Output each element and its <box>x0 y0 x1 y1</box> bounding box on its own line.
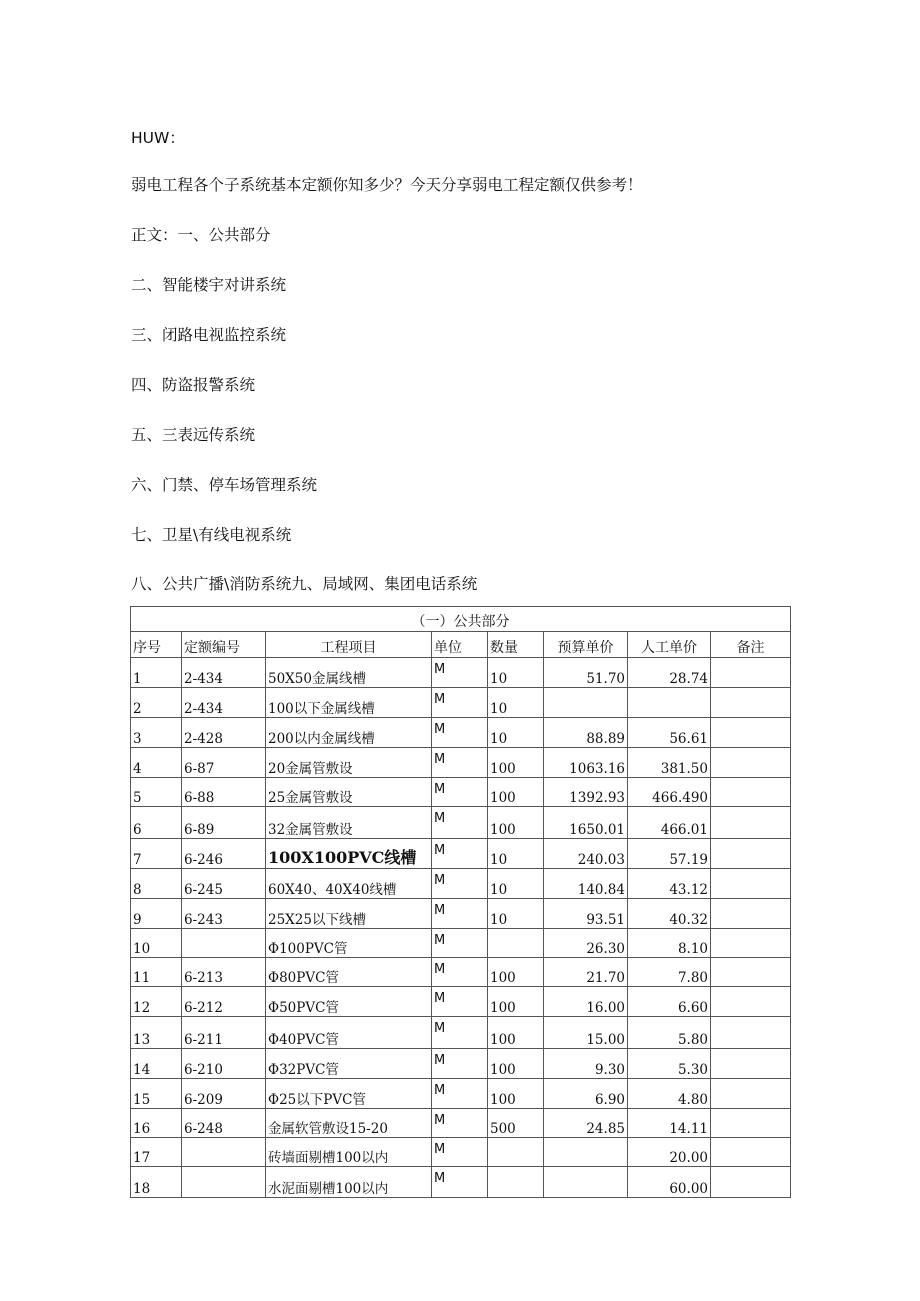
item-name: 25金属管敷设 <box>266 778 432 807</box>
quantity: 100 <box>488 1017 544 1049</box>
item-name: 砖墙面剔槽100以内 <box>266 1138 432 1167</box>
budget-price: 24.85 <box>544 1109 628 1138</box>
labor-price <box>628 688 711 718</box>
labor-price: 466.01 <box>628 807 711 839</box>
row-number: 6 <box>131 807 182 839</box>
remarks <box>711 1049 791 1079</box>
column-header: 序号 <box>131 632 182 658</box>
column-header: 单位 <box>432 632 488 658</box>
labor-price: 4.80 <box>628 1079 711 1109</box>
row-number: 1 <box>131 658 182 688</box>
row-number: 17 <box>131 1138 182 1167</box>
unit: M <box>432 1079 488 1109</box>
table-row <box>131 658 791 688</box>
item-name: 20金属管敷设 <box>266 748 432 778</box>
row-number: 9 <box>131 899 182 929</box>
row-number: 8 <box>131 869 182 899</box>
labor-price: 381.50 <box>628 748 711 778</box>
body-line: 正文：一、公共部分 <box>131 226 271 244</box>
item-name: 25X25以下线槽 <box>266 899 432 929</box>
budget-price <box>544 1167 628 1198</box>
unit: M <box>432 839 488 869</box>
quantity: 10 <box>488 899 544 929</box>
quota-code: 2-428 <box>182 718 266 748</box>
budget-price: 140.84 <box>544 869 628 899</box>
budget-price: 93.51 <box>544 899 628 929</box>
row-number: 14 <box>131 1049 182 1079</box>
budget-price: 1392.93 <box>544 778 628 807</box>
budget-price: 88.89 <box>544 718 628 748</box>
remarks <box>711 748 791 778</box>
budget-price: 9.30 <box>544 1049 628 1079</box>
column-header: 定额编号 <box>182 632 266 658</box>
remarks <box>711 1017 791 1049</box>
labor-price: 28.74 <box>628 658 711 688</box>
quota-code: 2-434 <box>182 688 266 718</box>
remarks <box>711 1138 791 1167</box>
item-name: 100以下金属线槽 <box>266 688 432 718</box>
remarks <box>711 1079 791 1109</box>
unit: M <box>432 658 488 688</box>
table-row <box>131 778 791 807</box>
quota-code: 6-87 <box>182 748 266 778</box>
quota-code: 6-210 <box>182 1049 266 1079</box>
table-row <box>131 1049 791 1079</box>
quantity <box>488 1167 544 1198</box>
remarks <box>711 839 791 869</box>
item-name: Φ25以下PVC管 <box>266 1079 432 1109</box>
labor-price: 5.30 <box>628 1049 711 1079</box>
quantity: 100 <box>488 987 544 1017</box>
item-name: Φ50PVC管 <box>266 987 432 1017</box>
unit: M <box>432 869 488 899</box>
row-number: 11 <box>131 958 182 987</box>
row-number: 10 <box>131 929 182 958</box>
unit: M <box>432 1167 488 1198</box>
item-name: 50X50金属线槽 <box>266 658 432 688</box>
quantity: 100 <box>488 1079 544 1109</box>
labor-price: 8.10 <box>628 929 711 958</box>
table-row <box>131 688 791 718</box>
table-header-row <box>131 632 791 658</box>
quantity: 10 <box>488 839 544 869</box>
budget-price: 16.00 <box>544 987 628 1017</box>
body-line: 五、三表远传系统 <box>131 426 256 444</box>
quantity <box>488 929 544 958</box>
table-row <box>131 958 791 987</box>
body-line: 三、闭路电视监控系统 <box>131 326 287 344</box>
budget-price: 1650.01 <box>544 807 628 839</box>
labor-price: 466.490 <box>628 778 711 807</box>
remarks <box>711 658 791 688</box>
body-line: 四、防盗报警系统 <box>131 376 256 394</box>
quota-code: 6-243 <box>182 899 266 929</box>
body-line: 六、门禁、停车场管理系统 <box>131 476 318 494</box>
budget-price: 6.90 <box>544 1079 628 1109</box>
table-row <box>131 869 791 899</box>
labor-price: 60.00 <box>628 1167 711 1198</box>
row-number: 13 <box>131 1017 182 1049</box>
header-label: HUW： <box>131 129 185 147</box>
item-name: 金属软管敷设15-20 <box>266 1109 432 1138</box>
unit: M <box>432 778 488 807</box>
table-title-row <box>131 607 791 632</box>
unit: M <box>432 1109 488 1138</box>
unit: M <box>432 1138 488 1167</box>
quantity <box>488 1138 544 1167</box>
row-number: 12 <box>131 987 182 1017</box>
budget-price <box>544 1138 628 1167</box>
quota-code: 2-434 <box>182 658 266 688</box>
item-name: 水泥面剔槽100以内 <box>266 1167 432 1198</box>
remarks <box>711 899 791 929</box>
item-name: Φ32PVC管 <box>266 1049 432 1079</box>
budget-price: 15.00 <box>544 1017 628 1049</box>
quantity: 10 <box>488 688 544 718</box>
intro-text: 弱电工程各个子系统基本定额你知多少？今天分享弱电工程定额仅供参考！ <box>131 176 643 194</box>
labor-price: 57.19 <box>628 839 711 869</box>
quantity: 100 <box>488 748 544 778</box>
item-name: 32金属管敷设 <box>266 807 432 839</box>
unit: M <box>432 748 488 778</box>
remarks <box>711 688 791 718</box>
row-number: 2 <box>131 688 182 718</box>
unit: M <box>432 1049 488 1079</box>
budget-price: 26.30 <box>544 929 628 958</box>
table-row <box>131 1079 791 1109</box>
item-name: 200以内金属线槽 <box>266 718 432 748</box>
column-header: 预算单价 <box>544 632 628 658</box>
budget-price: 1063.16 <box>544 748 628 778</box>
quota-code: 6-211 <box>182 1017 266 1049</box>
labor-price: 14.11 <box>628 1109 711 1138</box>
table-row <box>131 987 791 1017</box>
remarks <box>711 958 791 987</box>
row-number: 7 <box>131 839 182 869</box>
budget-price: 51.70 <box>544 658 628 688</box>
quota-code: 6-248 <box>182 1109 266 1138</box>
table-row <box>131 839 791 869</box>
budget-price: 21.70 <box>544 958 628 987</box>
labor-price: 5.80 <box>628 1017 711 1049</box>
quota-code <box>182 929 266 958</box>
remarks <box>711 718 791 748</box>
labor-price: 56.61 <box>628 718 711 748</box>
unit: M <box>432 807 488 839</box>
row-number: 18 <box>131 1167 182 1198</box>
remarks <box>711 929 791 958</box>
unit: M <box>432 987 488 1017</box>
row-number: 3 <box>131 718 182 748</box>
unit: M <box>432 929 488 958</box>
remarks <box>711 778 791 807</box>
unit: M <box>432 958 488 987</box>
budget-price <box>544 688 628 718</box>
quantity: 100 <box>488 1049 544 1079</box>
quota-code <box>182 1167 266 1198</box>
row-number: 15 <box>131 1079 182 1109</box>
quota-code: 6-88 <box>182 778 266 807</box>
remarks <box>711 869 791 899</box>
table-row <box>131 899 791 929</box>
column-header: 备注 <box>711 632 791 658</box>
item-name: Φ40PVC管 <box>266 1017 432 1049</box>
quantity: 100 <box>488 778 544 807</box>
quantity: 100 <box>488 807 544 839</box>
table-row <box>131 748 791 778</box>
row-number: 5 <box>131 778 182 807</box>
quantity: 10 <box>488 718 544 748</box>
quota-code: 6-245 <box>182 869 266 899</box>
table-row <box>131 718 791 748</box>
quota-code <box>182 1138 266 1167</box>
unit: M <box>432 688 488 718</box>
item-name: Φ100PVC管 <box>266 929 432 958</box>
column-header: 数量 <box>488 632 544 658</box>
table-row <box>131 1109 791 1138</box>
unit: M <box>432 899 488 929</box>
budget-price: 240.03 <box>544 839 628 869</box>
table-title: （一）公共部分 <box>131 607 791 632</box>
labor-price: 7.80 <box>628 958 711 987</box>
quantity: 10 <box>488 869 544 899</box>
labor-price: 40.32 <box>628 899 711 929</box>
quota-code: 6-89 <box>182 807 266 839</box>
row-number: 4 <box>131 748 182 778</box>
remarks <box>711 1109 791 1138</box>
unit: M <box>432 1017 488 1049</box>
remarks <box>711 1167 791 1198</box>
item-name: Φ80PVC管 <box>266 958 432 987</box>
table-row <box>131 929 791 958</box>
body-line: 八、公共广播\消防系统九、局域网、集团电话系统 <box>131 575 478 593</box>
body-line: 七、卫星\有线电视系统 <box>131 526 292 544</box>
unit: M <box>432 718 488 748</box>
table-row <box>131 807 791 839</box>
row-number: 16 <box>131 1109 182 1138</box>
labor-price: 43.12 <box>628 869 711 899</box>
quantity: 500 <box>488 1109 544 1138</box>
labor-price: 6.60 <box>628 987 711 1017</box>
quota-code: 6-212 <box>182 987 266 1017</box>
remarks <box>711 807 791 839</box>
table-row <box>131 1167 791 1198</box>
remarks <box>711 987 791 1017</box>
column-header: 人工单价 <box>628 632 711 658</box>
quota-table <box>130 606 791 1198</box>
body-line: 二、智能楼宇对讲系统 <box>131 276 287 294</box>
labor-price: 20.00 <box>628 1138 711 1167</box>
table-row <box>131 1138 791 1167</box>
quota-code: 6-209 <box>182 1079 266 1109</box>
quantity: 10 <box>488 658 544 688</box>
column-header: 工程项目 <box>266 632 432 658</box>
item-name: 100X100PVC线槽 <box>266 839 432 869</box>
item-name: 60X40、40X40线槽 <box>266 869 432 899</box>
quota-code: 6-246 <box>182 839 266 869</box>
table-row <box>131 1017 791 1049</box>
quota-code: 6-213 <box>182 958 266 987</box>
quantity: 100 <box>488 958 544 987</box>
